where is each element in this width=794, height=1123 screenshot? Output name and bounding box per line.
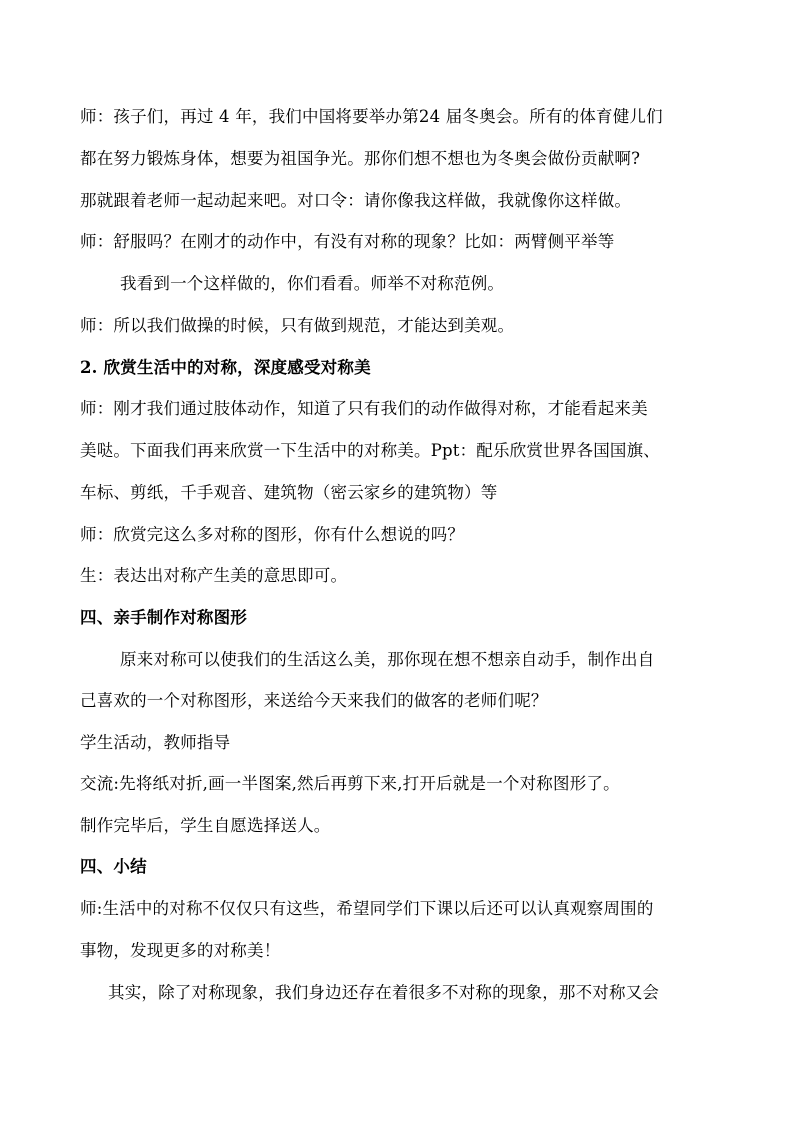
paragraph-line: 其实，除了对称现象，我们身边还存在着很多不对称的现象，那不对称又会 [108,983,660,1002]
paragraph-line: 车标、剪纸，千手观音、建筑物（密云家乡的建筑物）等 [80,483,498,502]
paragraph-line: 师：舒服吗？在刚才的动作中，有没有对称的现象？比如：两臂侧平举等 [80,232,615,251]
section-heading: 四、亲手制作对称图形 [80,608,247,627]
paragraph-line: 师：刚才我们通过肢体动作，知道了只有我们的动作做得对称，才能看起来美 [80,399,648,418]
paragraph-line: 生：表达出对称产生美的意思即可。 [80,566,348,585]
paragraph-line: 己喜欢的一个对称图形，来送给今天来我们的做客的老师们呢？ [80,691,548,710]
paragraph-line: 都在努力锻炼身体，想要为祖国争光。那你们想不想也为冬奥会做份贡献啊? [80,149,641,168]
paragraph-line: 我看到一个这样做的，你们看看。师举不对称范例。 [120,274,505,293]
paragraph-line: 制作完毕后，学生自愿选择送人。 [80,816,331,835]
paragraph-line: 师：欣赏完这么多对称的图形，你有什么想说的吗？ [80,525,465,544]
paragraph-line: 原来对称可以使我们的生活这么美，那你现在想不想亲自动手，制作出自 [120,650,655,669]
section-heading: 2. 欣赏生活中的对称，深度感受对称美 [80,358,371,377]
paragraph-line: 事物，发现更多的对称美！ [80,941,281,960]
paragraph-line: 师：所以我们做操的时候，只有做到规范，才能达到美观。 [80,316,515,335]
section-heading: 四、小结 [80,857,147,876]
paragraph-line: 美哒。下面我们再来欣赏一下生活中的对称美。Ppt：配乐欣赏世界各国国旗、 [80,441,660,460]
paragraph-line: 那就跟着老师一起动起来吧。对口令：请你像我这样做，我就像你这样做。 [80,191,632,210]
paragraph-line: 师：孩子们，再过 4 年，我们中国将要举办第24 届冬奥会。所有的体育健儿们 [80,107,663,126]
paragraph-line: 学生活动，教师指导 [80,733,231,752]
paragraph-line: 师:生活中的对称不仅仅只有这些，希望同学们下课以后还可以认真观察周围的 [80,899,654,918]
paragraph-line: 交流:先将纸对折,画一半图案,然后再剪下来,打开后就是一个对称图形了。 [80,774,620,793]
